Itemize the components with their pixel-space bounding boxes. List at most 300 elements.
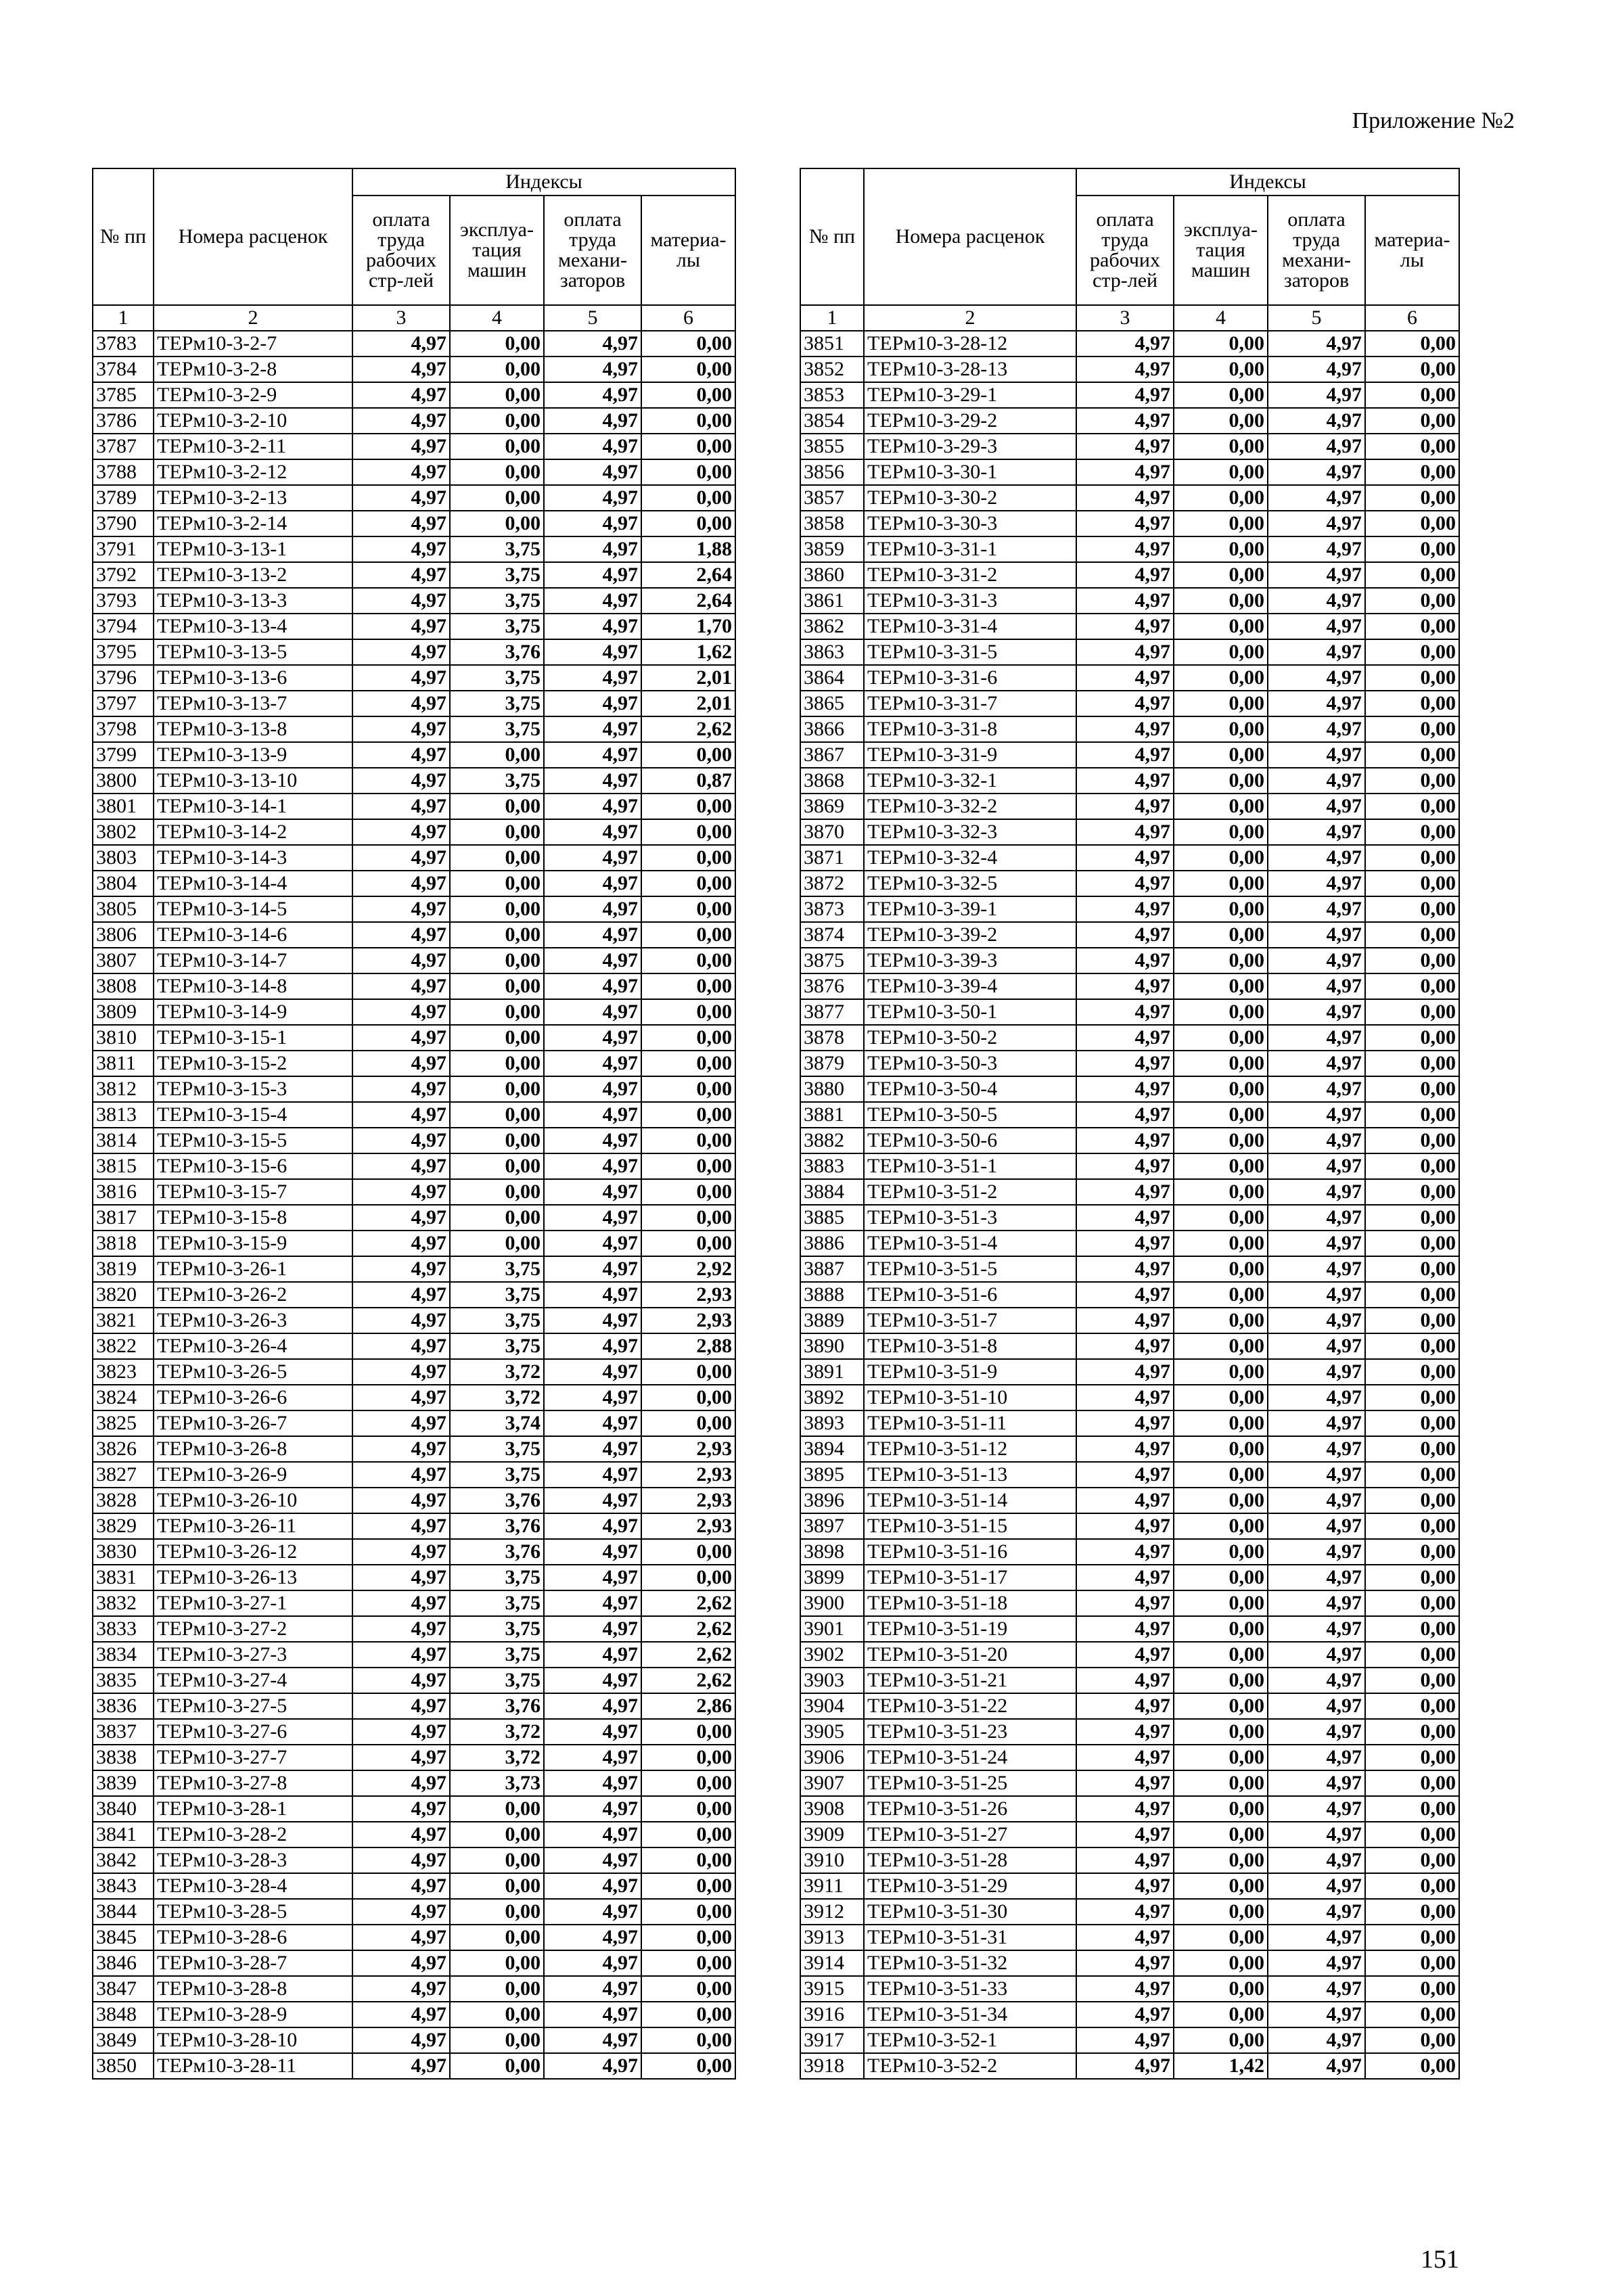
materials-index: 0,00 xyxy=(1365,1051,1459,1076)
worker-wage-index: 4,97 xyxy=(352,331,450,357)
rate-code: ТЕРм10-3-13-6 xyxy=(154,665,352,691)
operator-wage-index: 4,97 xyxy=(1268,1950,1365,1976)
row-number: 3909 xyxy=(800,1822,864,1847)
materials-index: 0,00 xyxy=(1365,2002,1459,2027)
table-row xyxy=(93,1488,735,1513)
machine-index: 0,00 xyxy=(1174,614,1268,639)
operator-wage-index: 4,97 xyxy=(1268,1231,1365,1256)
worker-wage-index: 4,97 xyxy=(1076,794,1174,819)
machine-index: 3,72 xyxy=(450,1719,544,1745)
rate-code: ТЕРм10-3-28-9 xyxy=(154,2002,352,2027)
worker-wage-index: 4,97 xyxy=(1076,1642,1174,1668)
operator-wage-index: 4,97 xyxy=(544,459,641,485)
rate-code: ТЕРм10-3-26-3 xyxy=(154,1308,352,1333)
worker-wage-index: 4,97 xyxy=(1076,1513,1174,1539)
operator-wage-index: 4,97 xyxy=(1268,1051,1365,1076)
table-row xyxy=(800,1205,1459,1231)
machine-index: 0,00 xyxy=(1174,1102,1268,1128)
rate-code: ТЕРм10-3-51-2 xyxy=(864,1179,1076,1205)
machine-index: 0,00 xyxy=(450,408,544,434)
rate-code: ТЕРм10-3-27-3 xyxy=(154,1642,352,1668)
operator-wage-index: 4,97 xyxy=(544,999,641,1025)
rate-code: ТЕРм10-3-13-2 xyxy=(154,562,352,588)
worker-wage-index: 4,97 xyxy=(352,948,450,973)
worker-wage-index: 4,97 xyxy=(352,691,450,716)
materials-index: 2,62 xyxy=(641,1642,735,1668)
operator-wage-index: 4,97 xyxy=(1268,2027,1365,2053)
machine-index: 0,00 xyxy=(1174,434,1268,459)
materials-index: 0,00 xyxy=(1365,1719,1459,1745)
machine-index: 0,00 xyxy=(1174,1590,1268,1616)
worker-wage-index: 4,97 xyxy=(1076,1410,1174,1436)
rate-code: ТЕРм10-3-27-6 xyxy=(154,1719,352,1745)
row-number: 3784 xyxy=(93,357,154,382)
row-number: 3918 xyxy=(800,2053,864,2079)
operator-wage-index: 4,97 xyxy=(544,331,641,357)
machine-index: 3,75 xyxy=(450,536,544,562)
machine-index: 0,00 xyxy=(450,1205,544,1231)
machine-index: 3,72 xyxy=(450,1359,544,1385)
materials-index: 2,93 xyxy=(641,1488,735,1513)
table-row xyxy=(93,1333,735,1359)
worker-wage-index: 4,97 xyxy=(352,896,450,922)
row-number: 3888 xyxy=(800,1282,864,1308)
materials-index: 0,00 xyxy=(1365,1462,1459,1488)
row-number: 3841 xyxy=(93,1822,154,1847)
row-number: 3793 xyxy=(93,588,154,614)
operator-wage-index: 4,97 xyxy=(1268,1565,1365,1590)
operator-wage-index: 4,97 xyxy=(1268,1796,1365,1822)
column-number: 5 xyxy=(1268,305,1365,331)
rate-code: ТЕРм10-3-13-9 xyxy=(154,742,352,768)
row-number: 3883 xyxy=(800,1153,864,1179)
rate-code: ТЕРм10-3-32-2 xyxy=(864,794,1076,819)
row-number: 3885 xyxy=(800,1205,864,1231)
rate-code: ТЕРм10-3-31-9 xyxy=(864,742,1076,768)
rate-code: ТЕРм10-3-28-1 xyxy=(154,1796,352,1822)
row-number: 3839 xyxy=(93,1770,154,1796)
row-number: 3917 xyxy=(800,2027,864,2053)
machine-index: 0,00 xyxy=(450,1128,544,1153)
rate-code: ТЕРм10-3-28-12 xyxy=(864,331,1076,357)
rate-code: ТЕРм10-3-26-10 xyxy=(154,1488,352,1513)
materials-index: 0,00 xyxy=(1365,1822,1459,1847)
materials-index: 0,00 xyxy=(641,973,735,999)
row-number: 3804 xyxy=(93,871,154,896)
operator-wage-index: 4,97 xyxy=(1268,1410,1365,1436)
worker-wage-index: 4,97 xyxy=(1076,1565,1174,1590)
worker-wage-index: 4,97 xyxy=(352,1950,450,1976)
materials-index: 0,00 xyxy=(641,1205,735,1231)
row-number: 3893 xyxy=(800,1410,864,1436)
materials-index: 0,00 xyxy=(1365,1128,1459,1153)
materials-index: 0,00 xyxy=(641,1539,735,1565)
operator-wage-index: 4,97 xyxy=(544,408,641,434)
operator-wage-index: 4,97 xyxy=(1268,1179,1365,1205)
row-number: 3807 xyxy=(93,948,154,973)
row-number: 3860 xyxy=(800,562,864,588)
table-row xyxy=(800,1231,1459,1256)
machine-index: 0,00 xyxy=(450,922,544,948)
row-number: 3791 xyxy=(93,536,154,562)
machine-index: 0,00 xyxy=(450,1796,544,1822)
materials-index: 0,00 xyxy=(641,434,735,459)
operator-wage-index: 4,97 xyxy=(544,511,641,536)
table-row xyxy=(93,1179,735,1205)
materials-index: 0,00 xyxy=(1365,665,1459,691)
row-number: 3840 xyxy=(93,1796,154,1822)
operator-wage-index: 4,97 xyxy=(1268,1385,1365,1410)
materials-index: 0,00 xyxy=(1365,1796,1459,1822)
rate-code: ТЕРм10-3-28-10 xyxy=(154,2027,352,2053)
materials-index: 2,62 xyxy=(641,1668,735,1693)
rate-code: ТЕРм10-3-32-5 xyxy=(864,871,1076,896)
operator-wage-index: 4,97 xyxy=(544,871,641,896)
rate-code: ТЕРм10-3-31-3 xyxy=(864,588,1076,614)
machine-index: 0,00 xyxy=(450,1822,544,1847)
rate-code: ТЕРм10-3-2-11 xyxy=(154,434,352,459)
materials-index: 0,00 xyxy=(641,1770,735,1796)
rate-code: ТЕРм10-3-15-8 xyxy=(154,1205,352,1231)
operator-wage-index: 4,97 xyxy=(1268,896,1365,922)
row-number: 3898 xyxy=(800,1539,864,1565)
machine-index: 0,00 xyxy=(1174,1565,1268,1590)
column-number: 1 xyxy=(800,305,864,331)
row-number: 3878 xyxy=(800,1025,864,1051)
materials-index: 0,00 xyxy=(641,1359,735,1385)
machine-index: 0,00 xyxy=(1174,1410,1268,1436)
rate-code: ТЕРм10-3-51-1 xyxy=(864,1153,1076,1179)
row-number: 3916 xyxy=(800,2002,864,2027)
materials-index: 0,00 xyxy=(1365,511,1459,536)
machine-index: 0,00 xyxy=(450,1051,544,1076)
materials-index: 0,00 xyxy=(1365,1950,1459,1976)
machine-index: 0,00 xyxy=(1174,1462,1268,1488)
materials-index: 0,00 xyxy=(641,1565,735,1590)
index-table-left xyxy=(92,168,736,2080)
machine-index: 0,00 xyxy=(1174,1847,1268,1873)
worker-wage-index: 4,97 xyxy=(352,511,450,536)
row-number: 3812 xyxy=(93,1076,154,1102)
rate-code: ТЕРм10-3-14-1 xyxy=(154,794,352,819)
worker-wage-index: 4,97 xyxy=(1076,1025,1174,1051)
materials-index: 0,00 xyxy=(641,845,735,871)
materials-index: 0,00 xyxy=(1365,331,1459,357)
rate-code: ТЕРм10-3-31-2 xyxy=(864,562,1076,588)
machine-index: 0,00 xyxy=(1174,819,1268,845)
machine-index: 0,00 xyxy=(1174,1025,1268,1051)
row-number: 3874 xyxy=(800,922,864,948)
operator-wage-index: 4,97 xyxy=(1268,459,1365,485)
row-number: 3879 xyxy=(800,1051,864,1076)
table-row xyxy=(93,871,735,896)
operator-wage-index: 4,97 xyxy=(1268,1282,1365,1308)
rate-code: ТЕРм10-3-26-4 xyxy=(154,1333,352,1359)
machine-index: 0,00 xyxy=(1174,794,1268,819)
row-number: 3859 xyxy=(800,536,864,562)
table-row xyxy=(800,973,1459,999)
operator-wage-index: 4,97 xyxy=(1268,1822,1365,1847)
materials-index: 0,00 xyxy=(1365,948,1459,973)
row-number: 3795 xyxy=(93,639,154,665)
row-number: 3882 xyxy=(800,1128,864,1153)
worker-wage-index: 4,97 xyxy=(352,2027,450,2053)
table-row xyxy=(93,999,735,1025)
machine-index: 3,75 xyxy=(450,588,544,614)
materials-index: 0,00 xyxy=(641,1899,735,1925)
rate-code: ТЕРм10-3-28-7 xyxy=(154,1950,352,1976)
row-number: 3870 xyxy=(800,819,864,845)
row-number: 3867 xyxy=(800,742,864,768)
operator-wage-index: 4,97 xyxy=(544,434,641,459)
header-row-number: № пп xyxy=(800,168,864,305)
materials-index: 0,00 xyxy=(1365,1668,1459,1693)
table-row xyxy=(800,1642,1459,1668)
row-number: 3892 xyxy=(800,1385,864,1410)
worker-wage-index: 4,97 xyxy=(352,1282,450,1308)
machine-index: 0,00 xyxy=(450,511,544,536)
rate-code: ТЕРм10-3-28-2 xyxy=(154,1822,352,1847)
materials-index: 2,93 xyxy=(641,1436,735,1462)
materials-index: 0,00 xyxy=(641,408,735,434)
machine-index: 0,00 xyxy=(450,794,544,819)
machine-index: 0,00 xyxy=(1174,1822,1268,1847)
machine-index: 0,00 xyxy=(1174,1668,1268,1693)
machine-index: 0,00 xyxy=(1174,331,1268,357)
operator-wage-index: 4,97 xyxy=(544,1410,641,1436)
row-number: 3872 xyxy=(800,871,864,896)
operator-wage-index: 4,97 xyxy=(544,1385,641,1410)
machine-index: 0,00 xyxy=(1174,999,1268,1025)
worker-wage-index: 4,97 xyxy=(352,1436,450,1462)
materials-index: 0,00 xyxy=(1365,794,1459,819)
worker-wage-index: 4,97 xyxy=(352,1308,450,1333)
worker-wage-index: 4,97 xyxy=(352,1642,450,1668)
materials-index: 0,00 xyxy=(641,1231,735,1256)
operator-wage-index: 4,97 xyxy=(544,1770,641,1796)
rate-code: ТЕРм10-3-51-17 xyxy=(864,1565,1076,1590)
table-row xyxy=(800,1899,1459,1925)
worker-wage-index: 4,97 xyxy=(1076,948,1174,973)
row-number: 3811 xyxy=(93,1051,154,1076)
rate-code: ТЕРм10-3-26-1 xyxy=(154,1256,352,1282)
operator-wage-index: 4,97 xyxy=(1268,922,1365,948)
operator-wage-index: 4,97 xyxy=(544,1976,641,2002)
machine-index: 3,75 xyxy=(450,1308,544,1333)
machine-index: 0,00 xyxy=(1174,1539,1268,1565)
table-row xyxy=(800,819,1459,845)
machine-index: 3,75 xyxy=(450,1668,544,1693)
row-number: 3821 xyxy=(93,1308,154,1333)
machine-index: 0,00 xyxy=(1174,1256,1268,1282)
worker-wage-index: 4,97 xyxy=(1076,1745,1174,1770)
table-row xyxy=(93,1590,735,1616)
materials-index: 0,00 xyxy=(1365,1873,1459,1899)
machine-index: 3,75 xyxy=(450,1642,544,1668)
rate-code: ТЕРм10-3-14-6 xyxy=(154,922,352,948)
machine-index: 0,00 xyxy=(450,2002,544,2027)
table-row xyxy=(93,1153,735,1179)
row-number: 3826 xyxy=(93,1436,154,1462)
row-number: 3901 xyxy=(800,1616,864,1642)
materials-index: 0,00 xyxy=(641,1025,735,1051)
row-number: 3788 xyxy=(93,459,154,485)
worker-wage-index: 4,97 xyxy=(1076,1282,1174,1308)
table-row xyxy=(800,1565,1459,1590)
machine-index: 0,00 xyxy=(1174,896,1268,922)
table-row xyxy=(800,1873,1459,1899)
machine-index: 0,00 xyxy=(1174,1616,1268,1642)
rate-code: ТЕРм10-3-52-1 xyxy=(864,2027,1076,2053)
operator-wage-index: 4,97 xyxy=(544,1565,641,1590)
table-row xyxy=(800,742,1459,768)
row-number: 3792 xyxy=(93,562,154,588)
worker-wage-index: 4,97 xyxy=(1076,1308,1174,1333)
table-row xyxy=(800,357,1459,382)
machine-index: 0,00 xyxy=(450,1873,544,1899)
row-number: 3847 xyxy=(93,1976,154,2002)
row-number: 3899 xyxy=(800,1565,864,1590)
row-number: 3884 xyxy=(800,1179,864,1205)
operator-wage-index: 4,97 xyxy=(544,2002,641,2027)
worker-wage-index: 4,97 xyxy=(352,1153,450,1179)
table-row xyxy=(93,459,735,485)
machine-index: 0,00 xyxy=(1174,485,1268,511)
worker-wage-index: 4,97 xyxy=(352,1462,450,1488)
machine-index: 0,00 xyxy=(1174,768,1268,794)
rate-code: ТЕРм10-3-30-3 xyxy=(864,511,1076,536)
rate-code: ТЕРм10-3-28-11 xyxy=(154,2053,352,2079)
row-number: 3834 xyxy=(93,1642,154,1668)
row-number: 3830 xyxy=(93,1539,154,1565)
operator-wage-index: 4,97 xyxy=(1268,1925,1365,1950)
machine-index: 0,00 xyxy=(450,1025,544,1051)
table-row xyxy=(800,614,1459,639)
machine-index: 3,75 xyxy=(450,614,544,639)
machine-index: 3,72 xyxy=(450,1745,544,1770)
operator-wage-index: 4,97 xyxy=(1268,1359,1365,1385)
operator-wage-index: 4,97 xyxy=(1268,1719,1365,1745)
table-row xyxy=(800,999,1459,1025)
worker-wage-index: 4,97 xyxy=(352,794,450,819)
row-number: 3904 xyxy=(800,1693,864,1719)
worker-wage-index: 4,97 xyxy=(1076,1590,1174,1616)
machine-index: 0,00 xyxy=(1174,1308,1268,1333)
machine-index: 0,00 xyxy=(450,819,544,845)
column-number: 3 xyxy=(1076,305,1174,331)
materials-index: 0,00 xyxy=(641,794,735,819)
worker-wage-index: 4,97 xyxy=(1076,1462,1174,1488)
worker-wage-index: 4,97 xyxy=(352,922,450,948)
operator-wage-index: 4,97 xyxy=(544,716,641,742)
operator-wage-index: 4,97 xyxy=(1268,2053,1365,2079)
operator-wage-index: 4,97 xyxy=(1268,768,1365,794)
worker-wage-index: 4,97 xyxy=(1076,536,1174,562)
worker-wage-index: 4,97 xyxy=(352,614,450,639)
machine-index: 0,00 xyxy=(1174,922,1268,948)
materials-index: 0,00 xyxy=(1365,408,1459,434)
worker-wage-index: 4,97 xyxy=(1076,459,1174,485)
table-row xyxy=(800,1847,1459,1873)
rate-code: ТЕРм10-3-32-4 xyxy=(864,845,1076,871)
rate-code: ТЕРм10-3-51-16 xyxy=(864,1539,1076,1565)
row-number: 3876 xyxy=(800,973,864,999)
table-row xyxy=(93,1796,735,1822)
table-row xyxy=(93,1565,735,1590)
rate-code: ТЕРм10-3-2-12 xyxy=(154,459,352,485)
machine-index: 0,00 xyxy=(450,485,544,511)
materials-index: 0,00 xyxy=(1365,691,1459,716)
worker-wage-index: 4,97 xyxy=(352,1719,450,1745)
operator-wage-index: 4,97 xyxy=(1268,588,1365,614)
worker-wage-index: 4,97 xyxy=(1076,434,1174,459)
operator-wage-index: 4,97 xyxy=(1268,1668,1365,1693)
row-number: 3865 xyxy=(800,691,864,716)
table-row xyxy=(93,1282,735,1308)
operator-wage-index: 4,97 xyxy=(544,1308,641,1333)
operator-wage-index: 4,97 xyxy=(1268,1462,1365,1488)
table-row xyxy=(800,434,1459,459)
table-row xyxy=(93,1642,735,1668)
machine-index: 0,00 xyxy=(1174,1333,1268,1359)
row-number: 3873 xyxy=(800,896,864,922)
operator-wage-index: 4,97 xyxy=(1268,845,1365,871)
operator-wage-index: 4,97 xyxy=(544,1205,641,1231)
row-number: 3810 xyxy=(93,1025,154,1051)
table-row xyxy=(93,408,735,434)
operator-wage-index: 4,97 xyxy=(544,1539,641,1565)
rate-code: ТЕРм10-3-26-11 xyxy=(154,1513,352,1539)
worker-wage-index: 4,97 xyxy=(352,1488,450,1513)
materials-index: 0,00 xyxy=(641,382,735,408)
operator-wage-index: 4,97 xyxy=(1268,1513,1365,1539)
row-number: 3857 xyxy=(800,485,864,511)
rate-code: ТЕРм10-3-50-4 xyxy=(864,1076,1076,1102)
row-number: 3786 xyxy=(93,408,154,434)
table-row xyxy=(800,1925,1459,1950)
table-row xyxy=(93,357,735,382)
machine-index: 0,00 xyxy=(450,459,544,485)
materials-index: 0,00 xyxy=(641,331,735,357)
machine-index: 3,76 xyxy=(450,1539,544,1565)
column-number: 3 xyxy=(352,305,450,331)
worker-wage-index: 4,97 xyxy=(352,1179,450,1205)
worker-wage-index: 4,97 xyxy=(1076,742,1174,768)
header-row-number: № пп xyxy=(93,168,154,305)
materials-index: 0,00 xyxy=(641,2053,735,2079)
machine-index: 0,00 xyxy=(450,1976,544,2002)
worker-wage-index: 4,97 xyxy=(1076,1153,1174,1179)
worker-wage-index: 4,97 xyxy=(1076,999,1174,1025)
row-number: 3800 xyxy=(93,768,154,794)
operator-wage-index: 4,97 xyxy=(1268,1693,1365,1719)
operator-wage-index: 4,97 xyxy=(1268,665,1365,691)
header-indices: Индексы xyxy=(1076,168,1459,196)
rate-code: ТЕРм10-3-14-8 xyxy=(154,973,352,999)
worker-wage-index: 4,97 xyxy=(1076,1256,1174,1282)
rate-code: ТЕРм10-3-31-7 xyxy=(864,691,1076,716)
materials-index: 0,00 xyxy=(641,999,735,1025)
row-number: 3851 xyxy=(800,331,864,357)
worker-wage-index: 4,97 xyxy=(1076,1770,1174,1796)
worker-wage-index: 4,97 xyxy=(352,973,450,999)
operator-wage-index: 4,97 xyxy=(1268,1539,1365,1565)
worker-wage-index: 4,97 xyxy=(1076,1488,1174,1513)
machine-index: 0,00 xyxy=(1174,1488,1268,1513)
operator-wage-index: 4,97 xyxy=(1268,973,1365,999)
machine-index: 0,00 xyxy=(1174,588,1268,614)
worker-wage-index: 4,97 xyxy=(352,459,450,485)
